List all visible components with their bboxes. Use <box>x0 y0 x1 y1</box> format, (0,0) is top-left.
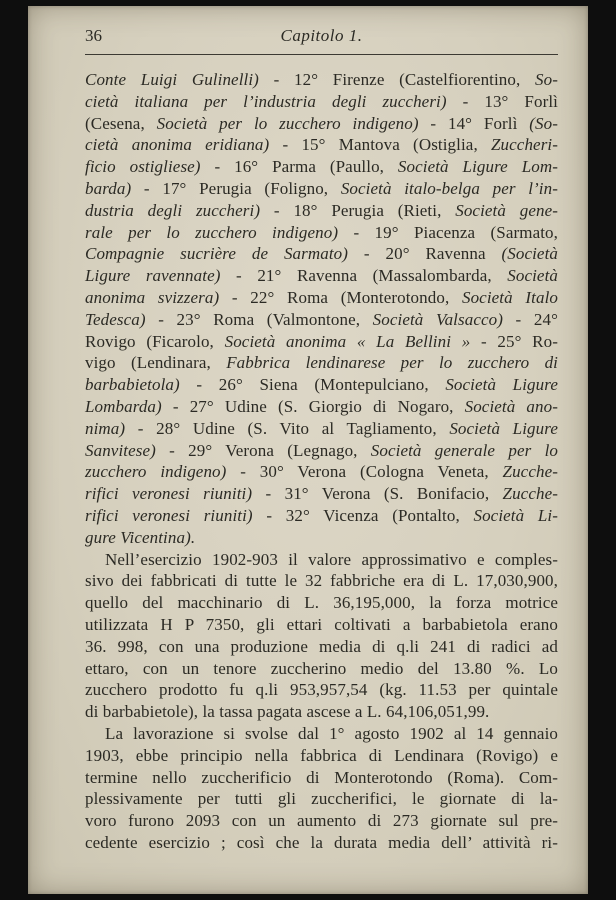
roman-text-segment: plessivamente per tutti gli zuccherifici, le giornate di la- <box>85 789 558 809</box>
roman-text-segment: - 14° Forlì <box>418 113 530 133</box>
roman-text-segment: voro furono 2093 con un aumento di 273 giornate sul pre- <box>85 811 558 831</box>
roman-text-segment: utilizzata H P 7350, gli ettari coltivati a barbabietola erano <box>85 614 558 634</box>
italic-text-segment: cietà anonima eridiana) <box>85 135 270 155</box>
roman-text-segment: - 27° Udine (S. Giorgio di Nogaro, <box>161 396 465 416</box>
italic-text-segment: Compagnie sucrière de Sarmato) <box>85 244 349 264</box>
roman-text-segment: - 22° Roma (Monterotondo, <box>219 287 462 307</box>
italic-text-segment: Lombarda) <box>85 396 162 416</box>
text-line <box>85 570 558 592</box>
text-line <box>85 178 558 200</box>
text-line <box>85 287 558 309</box>
text-line <box>85 701 558 723</box>
italic-text-segment: Zucche- <box>502 462 558 482</box>
book-page <box>28 6 588 894</box>
italic-text-segment: Società anonima « La Bellini » <box>224 331 471 351</box>
italic-text-segment: zucchero indigeno) <box>85 462 227 482</box>
roman-text-segment: termine nello zuccherificio di Monterotondo (Roma). Com- <box>85 767 558 787</box>
text-line <box>85 483 558 505</box>
roman-text-segment: di barbabietole), la tassa pagata ascese a L. 64,106,051,99. <box>85 702 490 722</box>
italic-text-segment: (Società <box>501 244 558 264</box>
italic-text-segment: barda) <box>85 178 132 198</box>
text-line <box>85 69 558 91</box>
roman-text-segment: - 20° Ravenna <box>348 244 502 264</box>
body-text <box>85 69 558 854</box>
text-line <box>85 331 558 353</box>
text-line <box>85 505 558 527</box>
italic-text-segment: Società Ligure <box>449 418 558 438</box>
italic-text-segment: gure Vicentina). <box>85 527 196 547</box>
italic-text-segment: Conte Luigi Gulinelli) <box>85 70 259 89</box>
roman-text-segment: Nell’esercizio 1902-903 il valore approssimativo e comples- <box>105 549 558 569</box>
roman-text-segment: Rovigo (Ficarolo, <box>85 331 225 351</box>
text-line <box>85 679 558 701</box>
roman-text-segment: zucchero prodotto fu q.li 953,957,54 (kg. 11.53 per quintale <box>85 680 558 700</box>
text-line <box>85 156 558 178</box>
page-number: 36 <box>85 26 102 45</box>
italic-text-segment: Società Italo <box>461 287 558 307</box>
italic-text-segment: Società Valsacco) <box>372 309 503 329</box>
italic-text-segment: anonima svizzera) <box>85 287 220 307</box>
italic-text-segment: Società ano- <box>464 396 558 416</box>
text-line <box>85 265 558 287</box>
italic-text-segment: nima) <box>85 418 126 438</box>
roman-text-segment: sivo dei fabbricati di tutte le 32 fabbriche era di L. 17,030,900, <box>85 571 558 591</box>
text-line <box>85 810 558 832</box>
text-line <box>85 113 558 135</box>
roman-text-segment: La lavorazione si svolse dal 1° agosto 1902 al 14 gennaio <box>105 723 558 743</box>
roman-text-segment: 36. 998, con una produzione media di q.li 241 di radici ad <box>85 636 558 656</box>
roman-text-segment: - 19° Piacenza (Sarmato, <box>338 222 558 242</box>
roman-text-segment: - 21° Ravenna (Massalombarda, <box>220 266 508 286</box>
text-line <box>85 91 558 113</box>
italic-text-segment: (So- <box>529 113 558 133</box>
text-line <box>85 396 558 418</box>
italic-text-segment: Ligure ravennate) <box>85 266 221 286</box>
roman-text-segment: - 24° <box>502 309 558 329</box>
roman-text-segment: - 12° Firenze (Castelfiorentino, <box>258 70 536 89</box>
italic-text-segment: Società italo-belga per l’in- <box>340 178 558 198</box>
roman-text-segment: quello del macchinario di L. 36,195,000, la forza motrice <box>85 593 558 613</box>
roman-text-segment: - 23° Roma (Valmontone, <box>145 309 373 329</box>
roman-text-segment: - 32° Vicenza (Pontalto, <box>252 505 474 525</box>
italic-text-segment: cietà italiana per l’industria degli zuccheri) <box>85 91 447 111</box>
page-header <box>85 26 558 50</box>
text-line <box>85 309 558 331</box>
italic-text-segment: Tedesca) <box>85 309 146 329</box>
italic-text-segment: barbabietola) <box>85 375 180 395</box>
text-line <box>85 222 558 244</box>
roman-text-segment: 1903, ebbe principio nella fabbrica di Lendinara (Rovigo) e <box>85 745 558 765</box>
text-line <box>85 418 558 440</box>
italic-text-segment: Società per lo zucchero indigeno) <box>156 113 419 133</box>
text-line <box>85 614 558 636</box>
roman-text-segment: - 25° Ro- <box>470 331 558 351</box>
italic-text-segment: rifici veronesi riuniti) <box>85 505 253 525</box>
roman-text-segment: ettaro, con un tenore zuccherino medio del 13.80 %. Lo <box>85 658 558 678</box>
italic-text-segment: Zucche- <box>502 484 558 504</box>
italic-text-segment: Fabbrica lendinarese per lo zucchero di <box>226 353 558 373</box>
text-line <box>85 658 558 680</box>
italic-text-segment: rale per lo zucchero indigeno) <box>85 222 339 242</box>
text-line <box>85 549 558 571</box>
roman-text-segment: - 17° Perugia (Foligno, <box>131 178 341 198</box>
italic-text-segment: Società generale per lo <box>370 440 558 460</box>
roman-text-segment: - 30° Verona (Cologna Veneta, <box>226 462 503 482</box>
roman-text-segment: - 18° Perugia (Rieti, <box>260 200 456 220</box>
roman-text-segment: - 13° Forlì <box>446 91 558 111</box>
roman-text-segment: - 26° Siena (Montepulciano, <box>179 375 446 395</box>
italic-text-segment: So- <box>535 70 558 89</box>
text-line <box>85 592 558 614</box>
text-line <box>85 767 558 789</box>
italic-text-segment: Sanvitese) <box>85 440 156 460</box>
text-line <box>85 243 558 265</box>
text-line <box>85 745 558 767</box>
roman-text-segment: - 16° Parma (Paullo, <box>200 157 398 177</box>
text-line <box>85 723 558 745</box>
italic-text-segment: Zuccheri- <box>491 135 558 155</box>
italic-text-segment: Società gene- <box>455 200 558 220</box>
roman-text-segment: vigo (Lendinara, <box>85 353 227 373</box>
text-line <box>85 788 558 810</box>
text-line <box>85 527 558 549</box>
chapter-title: Capitolo 1. <box>280 26 363 45</box>
italic-text-segment: Società <box>507 266 558 286</box>
header-rule <box>85 54 558 55</box>
roman-text-segment: - 15° Mantova (Ostiglia, <box>269 135 491 155</box>
italic-text-segment: Società Li- <box>473 505 558 525</box>
page-content <box>85 26 558 854</box>
italic-text-segment: Società Ligure <box>445 375 558 395</box>
text-line <box>85 134 558 156</box>
roman-text-segment: (Cesena, <box>85 113 157 133</box>
italic-text-segment: Società Ligure Lom- <box>397 157 558 177</box>
text-line <box>85 374 558 396</box>
italic-text-segment: dustria degli zuccheri) <box>85 200 261 220</box>
text-line <box>85 461 558 483</box>
text-line <box>85 352 558 374</box>
text-line <box>85 832 558 854</box>
text-line <box>85 636 558 658</box>
roman-text-segment: - 31° Verona (S. Bonifacio, <box>252 484 503 504</box>
italic-text-segment: ficio ostigliese) <box>85 157 201 177</box>
text-line <box>85 200 558 222</box>
text-line <box>85 440 558 462</box>
roman-text-segment: - 28° Udine (S. Vito al Tagliamento, <box>125 418 450 438</box>
roman-text-segment: - 29° Verona (Legnago, <box>155 440 371 460</box>
roman-text-segment: cedente esercizio ; così che la durata media dell’ attività ri- <box>85 832 558 852</box>
italic-text-segment: rifici veronesi riuniti) <box>85 484 253 504</box>
